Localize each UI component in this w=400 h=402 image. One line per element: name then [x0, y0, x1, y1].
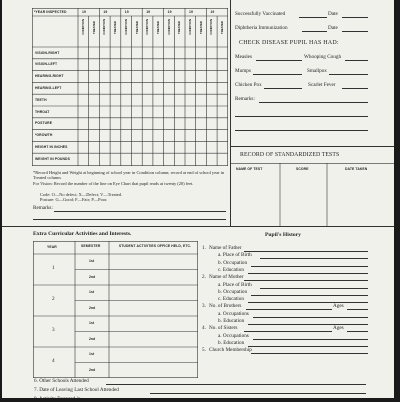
history-item-label: Church Membership: [209, 347, 252, 354]
tests-table: [230, 163, 394, 226]
semester-label: 1st: [89, 290, 95, 294]
row-label: *GROWTH: [35, 133, 53, 138]
history-item-label: b. Education: [218, 339, 245, 346]
test-name-header: NAME OF TEST: [236, 167, 263, 171]
condition-header: CONDITION: [123, 19, 128, 35]
date-leaving-label: 7. Date of Leaving Last School Attended: [34, 387, 119, 393]
history-item-label: c. Education: [218, 296, 244, 303]
check-disease-title: CHECK DISEASE PUPIL HAS HAD:: [239, 40, 339, 46]
scarlet-fever-label: Scarlet Fever: [308, 82, 336, 88]
history-item-line[interactable]: [248, 346, 368, 347]
measles-label: Measles: [235, 54, 252, 60]
history-item-number: 1.: [202, 245, 206, 251]
treated-header: TREATED: [91, 21, 96, 34]
pupils-history-title: Pupil's History: [265, 232, 301, 238]
year-number: 4: [52, 358, 55, 364]
history-item-line[interactable]: [244, 251, 368, 252]
ages-label: Ages: [333, 303, 344, 310]
year-label: 19: [167, 9, 172, 14]
history-item-label: b. Education: [218, 318, 245, 324]
diphtheria-label: Diphtheria Immunization: [235, 25, 288, 31]
health-remarks-line[interactable]: [54, 211, 226, 212]
mumps-label: Mumps: [235, 68, 251, 74]
ages-line[interactable]: [347, 331, 368, 332]
vaccinated-date-label: Date: [328, 11, 338, 17]
history-item-line[interactable]: [253, 339, 368, 340]
semester-label: 1st: [89, 259, 95, 263]
activity-engaged-label: 8. Activity Engaged in ...: [34, 396, 86, 402]
history-item-line[interactable]: [251, 266, 368, 267]
smallpox-label: Smallpox: [307, 68, 327, 74]
semester-header: SEMESTER: [81, 243, 101, 248]
year-label: 19: [189, 9, 193, 14]
code-note: Code: O—No defect; X—Defect; V—Treated.: [40, 191, 123, 197]
tests-grid: [230, 163, 394, 226]
history-item-line[interactable]: [248, 324, 368, 325]
ages-label: Ages: [333, 325, 344, 332]
condition-header: CONDITION: [188, 19, 192, 35]
ages-line[interactable]: [347, 309, 368, 310]
extra-curricular-table: [33, 241, 198, 378]
semester-label: 2nd: [89, 337, 96, 341]
treated-header: TREATED: [177, 21, 182, 34]
year-label: 19: [124, 9, 129, 14]
tests-rule-top: [230, 146, 394, 147]
vaccinated-line[interactable]: [299, 17, 327, 18]
history-item-line[interactable]: [260, 258, 368, 259]
health-grid: [32, 8, 228, 166]
year-inspected-label: *YEAR INSPECTED: [34, 9, 67, 14]
semester-label: 1st: [89, 352, 95, 356]
history-item-label: b. Occupation: [218, 259, 248, 266]
year-number: 2: [52, 296, 55, 302]
condition-header: CONDITION: [145, 19, 150, 35]
history-item-label: No. of Sisters: [209, 325, 238, 332]
row-label: HEIGHT IN INCHES: [35, 144, 68, 149]
record-card: [2, 0, 394, 402]
extra-curricular-title: Extra Curricular Activities and Interests.: [33, 231, 132, 237]
disease-remarks-line[interactable]: [259, 102, 368, 103]
condition-header: CONDITION: [81, 19, 85, 35]
test-score-header: SCORE: [296, 167, 309, 171]
other-schools-line[interactable]: [106, 384, 366, 385]
chicken-pox-line[interactable]: [264, 88, 302, 89]
extra-grid: [33, 241, 198, 378]
row-label: TEETH: [35, 97, 47, 102]
semester-label: 1st: [89, 321, 95, 325]
year-number: 1: [52, 265, 55, 271]
treated-header: TREATED: [198, 21, 203, 34]
history-item-label: Name of Mother: [209, 274, 244, 281]
diphtheria-date-label: Date: [328, 25, 338, 31]
history-item-label: b. Occupation: [218, 288, 248, 295]
history-item-label: Name of Father: [209, 245, 242, 251]
history-item-line[interactable]: [244, 331, 332, 332]
history-item-line[interactable]: [251, 353, 368, 354]
whooping-cough-label: Whooping Cough: [304, 54, 342, 60]
activities-header: STUDENT ACTIVITIES OFFICE HELD, ETC.: [118, 244, 192, 248]
history-item-number: 4.: [202, 325, 206, 332]
whooping-cough-line[interactable]: [345, 60, 368, 61]
treated-header: TREATED: [134, 21, 139, 34]
other-schools-label: 6. Other Schools Attended: [34, 378, 89, 384]
diphtheria-line[interactable]: [302, 31, 327, 32]
semester-label: 2nd: [89, 275, 96, 279]
mumps-line[interactable]: [253, 74, 302, 75]
row-label: VISION-RIGHT: [35, 50, 60, 55]
disease-remarks-line-3[interactable]: [235, 130, 368, 131]
history-item-line[interactable]: [253, 317, 368, 318]
treated-header: TREATED: [220, 21, 225, 34]
history-item-number: 2.: [202, 274, 206, 281]
history-item-line[interactable]: [244, 280, 368, 281]
history-item-label: c. Education: [218, 266, 244, 273]
year-label: 19: [82, 9, 86, 14]
date-leaving-line[interactable]: [150, 393, 366, 394]
row-label: HEARING-LEFT: [35, 85, 62, 90]
history-item-line[interactable]: [260, 288, 368, 289]
diphtheria-date-line[interactable]: [342, 31, 368, 32]
vision-note: For Vision: Record the number of the line on Eye Chart that pupil reads at twenty (20) feet.: [33, 181, 194, 186]
history-item-label: a. Place of Birth: [218, 281, 252, 288]
health-remarks-label: Remarks:: [33, 205, 53, 211]
year-label: 19: [146, 9, 151, 14]
row-label: POSTURE: [35, 121, 53, 126]
history-item-line[interactable]: [251, 295, 368, 296]
history-item-label: No. of Brothers: [209, 303, 242, 310]
row-label: VISION-LEFT: [35, 62, 58, 67]
row-label: HEARING-RIGHT: [35, 74, 64, 79]
treated-header: TREATED: [113, 21, 118, 34]
condition-header: CONDITION: [102, 19, 107, 35]
posture-note: Posture: G—Good; F—Fair; P—Poor.: [40, 197, 108, 202]
chicken-pox-label: Chicken Pox: [235, 82, 262, 88]
row-label: WEIGHT IN POUNDS: [35, 156, 70, 161]
year-label: 19: [210, 9, 215, 14]
history-item-label: a. Occupations: [218, 310, 249, 317]
history-item-number: 5.: [202, 347, 206, 354]
disease-remarks-line-2[interactable]: [235, 116, 368, 117]
row-label: THROAT: [35, 109, 50, 114]
health-remarks-line-2[interactable]: [33, 219, 226, 220]
pupils-history-list: [202, 246, 378, 356]
semester-label: 2nd: [89, 368, 96, 372]
semester-label: 2nd: [89, 306, 96, 310]
year-number: 3: [52, 327, 55, 333]
section-divider: [2, 226, 394, 227]
year-header: YEAR: [47, 245, 57, 249]
history-item-number: 3.: [202, 303, 206, 310]
history-item-line[interactable]: [246, 309, 332, 310]
test-date-header: DATE TAKEN: [345, 167, 368, 171]
smallpox-line[interactable]: [329, 74, 368, 75]
history-item-line[interactable]: [248, 273, 368, 274]
history-item-label: a. Occupations: [218, 332, 249, 339]
tests-title: RECORD OF STANDARDIZED TESTS: [240, 152, 340, 158]
measles-line[interactable]: [256, 60, 302, 61]
history-item-label: a. Place of Birth: [218, 252, 252, 259]
vaccinated-label: Successfully Vaccinated: [235, 11, 286, 17]
disease-remarks-label: Remarks:: [235, 96, 255, 102]
scarlet-fever-line[interactable]: [342, 88, 368, 89]
history-item-line[interactable]: [248, 302, 368, 303]
condition-header: CONDITION: [209, 19, 214, 35]
height-weight-note: *Record Height and Weight at beginning of school year in Condition column; record at end of school year in Treated column.: [33, 170, 224, 181]
year-label: 19: [103, 9, 108, 14]
treated-header: TREATED: [155, 21, 160, 34]
vaccinated-date-line[interactable]: [342, 17, 368, 18]
condition-header: CONDITION: [166, 19, 171, 35]
